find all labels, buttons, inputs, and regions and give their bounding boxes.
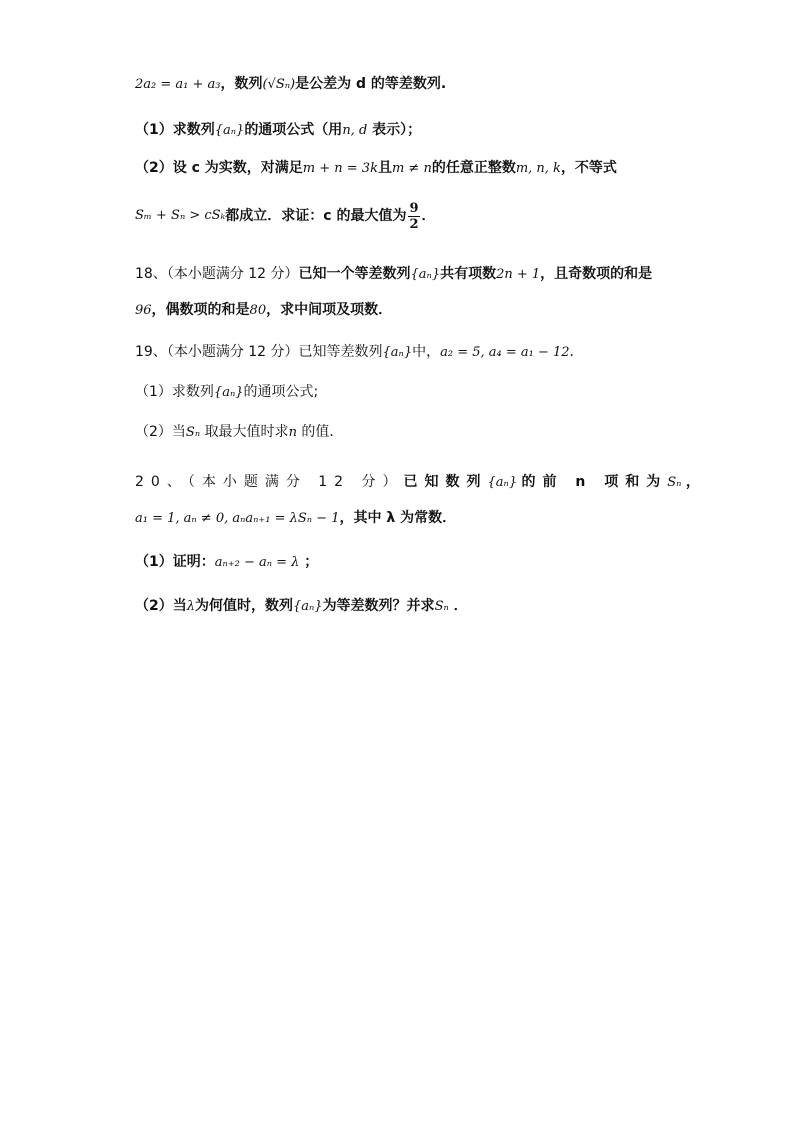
text: 为等差数列？并求	[322, 598, 435, 614]
text: ，求中间项及项数．	[266, 302, 393, 318]
text: 的任意正整数	[431, 160, 516, 176]
q19-part-1	[135, 382, 318, 403]
q19-part-2	[135, 422, 343, 443]
text: （2）当	[135, 424, 186, 440]
math-expr: Sₙ	[185, 425, 201, 440]
fraction-denominator: 2	[409, 216, 419, 232]
math-expr: {aₙ}	[293, 599, 323, 614]
line-3	[135, 158, 617, 179]
q20-line-2	[135, 508, 456, 529]
math-expr: m + n = 3k	[302, 161, 378, 176]
line-1	[135, 74, 446, 95]
math-expr: (√Sₙ)	[262, 77, 296, 92]
text: 的通项公式;	[243, 384, 319, 400]
text: 共有项数	[440, 266, 497, 282]
math-expr: {aₙ}	[410, 267, 441, 282]
text: （1）求数列	[135, 384, 214, 400]
text: ；	[304, 554, 319, 570]
text: ，数列	[220, 76, 263, 92]
math-expr: 96	[135, 303, 152, 318]
math-expr: Sₙ	[434, 599, 449, 614]
math-expr: m, n, k	[515, 161, 561, 176]
math-expr: a₂ = 5, a₄ = a₁ − 12	[440, 345, 570, 360]
math-expr: λ	[186, 599, 195, 614]
text: 且	[377, 160, 392, 176]
math-expr: 2a₂ = a₁ + a₃	[135, 77, 221, 92]
math-expr: {aₙ}	[382, 345, 413, 360]
text: 的前 n 项和为	[521, 474, 668, 490]
line-4	[135, 196, 436, 236]
math-expr: n, d	[342, 123, 368, 138]
q20-part-2	[135, 596, 468, 617]
math-expr: m ≠ n	[391, 161, 432, 176]
q20-line-1	[135, 472, 700, 493]
text: 取最大值时求	[204, 424, 289, 440]
fraction-numerator: 9	[409, 200, 419, 216]
text: （1）求数列	[135, 122, 215, 138]
line-2	[135, 120, 421, 141]
text: （2）设 c 为实数，对满足	[135, 160, 303, 176]
math-expr: n	[288, 425, 297, 440]
text: 表示）；	[372, 122, 422, 138]
text: ．	[569, 344, 584, 360]
math-expr: Sₙ	[667, 475, 682, 490]
text: 的通项公式（用	[244, 122, 343, 138]
math-expr: {aₙ}	[213, 385, 244, 400]
text: 都成立．求证：c 的最大值为	[225, 208, 407, 224]
text: ．	[421, 208, 436, 224]
math-expr: {aₙ}	[487, 475, 518, 490]
text: ，其中 λ 为常数．	[339, 510, 457, 526]
math-expr: a₁ = 1, aₙ ≠ 0, aₙaₙ₊₁ = λSₙ − 1	[135, 511, 340, 526]
text: ，不等式	[560, 160, 617, 176]
text: 的值．	[301, 424, 344, 440]
q20-part-1	[135, 552, 318, 573]
math-expr: 80	[249, 303, 267, 318]
text: ，偶数项的和是	[151, 302, 250, 318]
text: 已知数列	[403, 474, 488, 490]
math-expr: aₙ₊₂ − aₙ = λ	[214, 555, 300, 570]
q18-line-1	[135, 264, 652, 285]
math-expr: {aₙ}	[214, 123, 245, 138]
q19-line-1	[135, 342, 584, 363]
math-expr: Sₘ + Sₙ > cSₖ	[135, 208, 226, 223]
question-header: 20、（本小题满分 12 分）	[135, 474, 404, 490]
text: ，	[685, 474, 700, 490]
question-header: 19、（本小题满分 12 分）已知等差数列	[135, 344, 383, 360]
text: 为何值时，数列	[195, 598, 293, 614]
q18-line-2	[135, 300, 392, 321]
text: 是公差为 d 的等差数列.	[295, 76, 447, 92]
text: 已知一个等差数列	[298, 266, 411, 282]
math-expr: 2n + 1	[496, 267, 541, 282]
question-header: 18、（本小题满分 12 分）	[135, 266, 299, 282]
text: 中，	[412, 344, 441, 360]
text: ．	[453, 598, 468, 614]
text: （2）当	[135, 598, 187, 614]
text: ，且奇数项的和是	[540, 266, 653, 282]
text: （1）证明：	[135, 554, 215, 570]
fraction	[408, 201, 419, 232]
